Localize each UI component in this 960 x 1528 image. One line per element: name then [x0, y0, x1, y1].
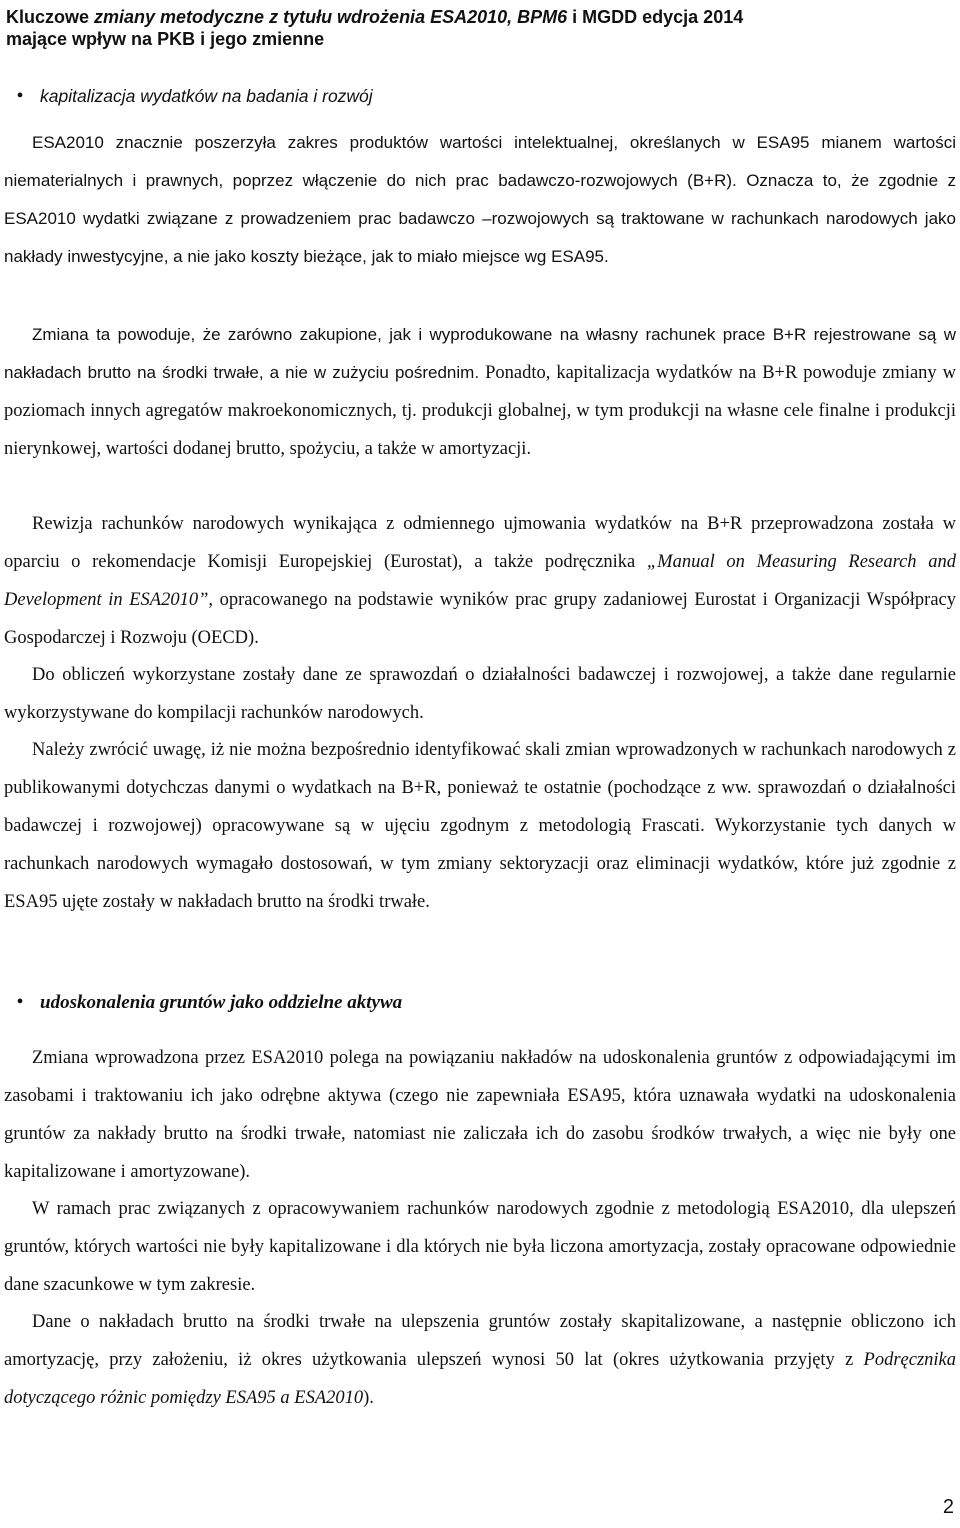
manual-title: „Manual on Measuring Research and Development in ESA2010”, — [4, 552, 956, 610]
section-2-paragraph-3a: Dane o nakładach brutto na środki trwałe na ulepszenia gruntów zostały skapitalizowane, a następnie obliczono ich amortyzację, przy założeniu, iż okres użytkowania ulepszeń wynosi 50 lat (okres użytkowania przyjęty z — [4, 1312, 956, 1370]
title-part-1: Kluczowe — [6, 7, 95, 27]
title-part-2: zmiany metodyczne z tytułu wdrożenia ESA2010, BPM6 — [94, 7, 568, 27]
section-1-heading-text: kapitalizacja wydatków na badania i rozwój — [40, 86, 373, 106]
section-2-heading-text: udoskonalenia gruntów jako oddzielne aktywa — [40, 992, 403, 1013]
bullet-icon: • — [16, 991, 24, 1013]
bullet-icon: • — [16, 85, 24, 107]
section-1-paragraph-2a: Zmiana ta powoduje, że zarówno zakupione, jak i wyprodukowane na własny rachunek prace B+R rejestrowane są w nakładach brutto na środki trwałe, a nie w zużyciu pośrednim. — [4, 325, 956, 382]
section-2-heading — [0, 990, 950, 1014]
section-1-paragraph-3 — [4, 505, 956, 657]
page-number: 2 — [942, 1496, 954, 1518]
section-1-paragraph-3a: Rewizja rachunków narodowych wynikająca z odmiennego ujmowania wydatków na B+R przeprowadzona została w oparciu o rekomendacje Komisji Europejskiej (Eurostat), a także podręcznika — [4, 514, 956, 572]
section-1-paragraph-2b: Ponadto, kapitalizacja wydatków na B+R powoduje zmiany w poziomach innych agregatów makroekonomicznych, tj. produkcji globalnej, w tym produkcji na własne cele finalne i produkcji nierynkowej, wartości dodanej brutto, spożyciu, a także w amortyzacji. — [4, 363, 956, 459]
section-2-paragraph-3 — [4, 1303, 956, 1417]
section-2-paragraph-2: W ramach prac związanych z opracowywaniem rachunków narodowych zgodnie z metodologią ESA2010, dla ulepszeń gruntów, których wartości nie były kapitalizowane i dla których nie była liczona amortyzacja, zostały opracowane odpowiednie dane szacunkowe w tym zakresie. — [4, 1199, 956, 1295]
section-1-paragraph-2 — [4, 316, 956, 468]
title-line-2: mające wpływ na PKB i jego zmienne — [6, 29, 325, 49]
title-part-3: i MGDD edycja 2014 — [567, 7, 744, 27]
section-1-paragraph-5: Należy zwrócić uwagę, iż nie można bezpośrednio identyfikować skali zmian wprowadzonych w rachunkach narodowych z publikowanymi dotychczas danymi o wydatkach na B+R, ponieważ te ostatnie (pochodzące z ww. sprawozdań o działalności badawczej i rozwojowej) opracowywane są w ujęciu zgodnym z metodologią Frascati. Wykorzystanie tych danych w rachunkach narodowych wymagało dostosowań, w tym zmiany sektoryzacji oraz eliminacji wydatków, które już zgodnie z ESA95 ujęte zostały w nakładach brutto na środki trwałe. — [4, 740, 956, 912]
section-2-paragraph-3c: ). — [363, 1388, 374, 1408]
section-2-paragraph-1: Zmiana wprowadzona przez ESA2010 polega na powiązaniu nakładów na udoskonalenia gruntów z odpowiadającymi im zasobami i traktowaniu ich jako odrębne aktywa (czego nie zapewniała ESA95, która uznawała wydatki na udoskonalenia gruntów za nakłady brutto na środki trwałe, natomiast nie zaliczała ich do zasobu środków trwałych, a więc nie były one kapitalizowane i amortyzowane). — [4, 1048, 956, 1182]
page-title — [6, 6, 946, 50]
handbook-title: Podręcznika dotyczącego różnic pomiędzy ESA95 a ESA2010 — [4, 1350, 956, 1408]
section-1-paragraph-4: Do obliczeń wykorzystane zostały dane ze sprawozdań o działalności badawczej i rozwojowej, a także dane regularnie wykorzystywane do kompilacji rachunków narodowych. — [4, 665, 956, 723]
section-1-paragraph-3c: opracowanego na podstawie wyników prac grupy zadaniowej Eurostat i Organizacji Współpracy Gospodarczej i Rozwoju (OECD). — [4, 590, 957, 648]
section-1-paragraph-1: ESA2010 znacznie poszerzyła zakres produktów wartości intelektualnej, określanych w ESA95 mianem wartości niematerialnych i prawnych, poprzez włączenie do nich prac badawczo-rozwojowych (B+R). Oznacza to, że zgodnie z ESA2010 wydatki związane z prowadzeniem prac badawczo –rozwojowych są traktowane w rachunkach narodowych jako nakłady inwestycyjne, a nie jako koszty bieżące, jak to miało miejsce wg ESA95. — [4, 133, 956, 266]
section-1-heading — [0, 84, 950, 108]
